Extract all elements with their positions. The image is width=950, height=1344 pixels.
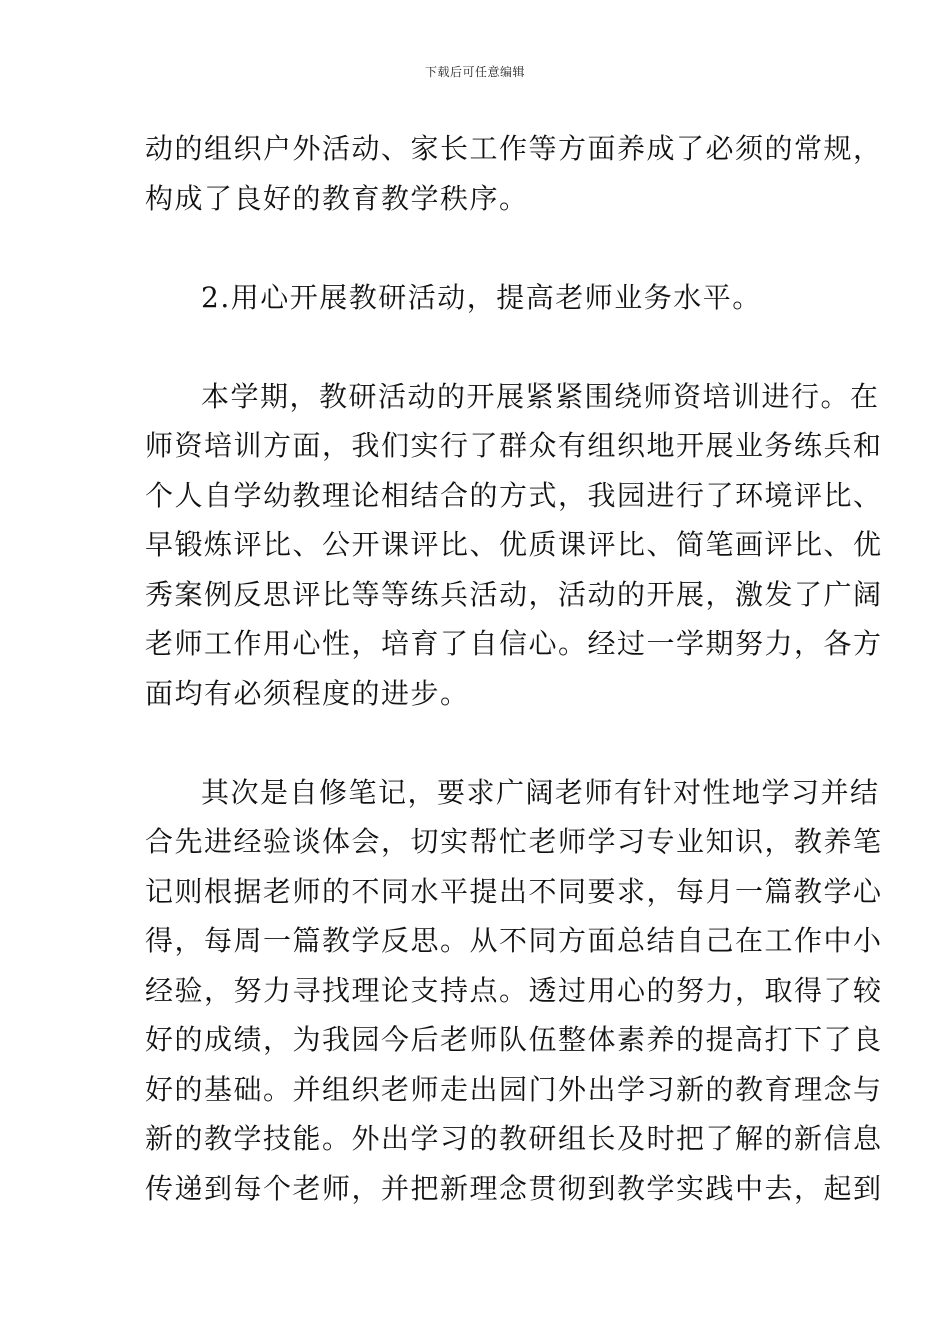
text-line: 个人自学幼教理论相结合的方式，我园进行了环境评比、 xyxy=(145,478,883,512)
section-heading: 2.用心开展教研活动，提高老师业务水平。 xyxy=(201,280,762,314)
paragraph-2 xyxy=(145,372,883,719)
text-line: 其次是自修笔记，要求广阔老师有针对性地学习并结 xyxy=(201,775,880,809)
section-heading-2 xyxy=(145,273,810,323)
paragraph-1 xyxy=(145,124,883,223)
paragraph-gap xyxy=(145,718,810,768)
text-line: 本学期，教研活动的开展紧紧围绕师资培训进行。在 xyxy=(201,379,880,413)
text-line: 新的教学技能。外出学习的教研组长及时把了解的新信息 xyxy=(145,1122,883,1155)
paragraph-3 xyxy=(145,768,883,1214)
text-line: 记则根据老师的不同水平提出不同要求，每月一篇教学心 xyxy=(145,874,883,908)
text-line: 构成了良好的教育教学秩序。 xyxy=(145,181,529,215)
text-line: 面均有必须程度的进步。 xyxy=(145,676,470,710)
paragraph-gap xyxy=(145,322,810,372)
text-line: 合先进经验谈体会，切实帮忙老师学习专业知识，教养笔 xyxy=(145,825,883,858)
text-line: 动的组织户外活动、家长工作等方面养成了必须的常规， xyxy=(145,132,883,165)
text-line: 得，每周一篇教学反思。从不同方面总结自己在工作中小 xyxy=(145,924,883,957)
text-line: 经验，努力寻找理论支持点。透过用心的努力，取得了较 xyxy=(145,973,883,1007)
text-line: 秀案例反思评比等等练兵活动，活动的开展，激发了广阔 xyxy=(145,577,883,611)
text-line: 老师工作用心性，培育了自信心。经过一学期努力，各方 xyxy=(145,627,883,660)
text-line: 好的成绩，为我园今后老师队伍整体素养的提高打下了良 xyxy=(145,1023,883,1056)
document-body xyxy=(145,124,883,1213)
text-line: 传递到每个老师，并把新理念贯彻到教学实践中去，起到 xyxy=(145,1171,883,1205)
text-line: 师资培训方面，我们实行了群众有组织地开展业务练兵和 xyxy=(145,429,883,462)
header-note: 下载后可任意编辑 xyxy=(424,65,525,79)
text-line: 好的基础。并组织老师走出园门外出学习新的教育理念与 xyxy=(145,1072,883,1106)
paragraph-gap xyxy=(145,223,810,273)
text-line: 早锻炼评比、公开课评比、优质课评比、简笔画评比、优 xyxy=(145,528,883,561)
